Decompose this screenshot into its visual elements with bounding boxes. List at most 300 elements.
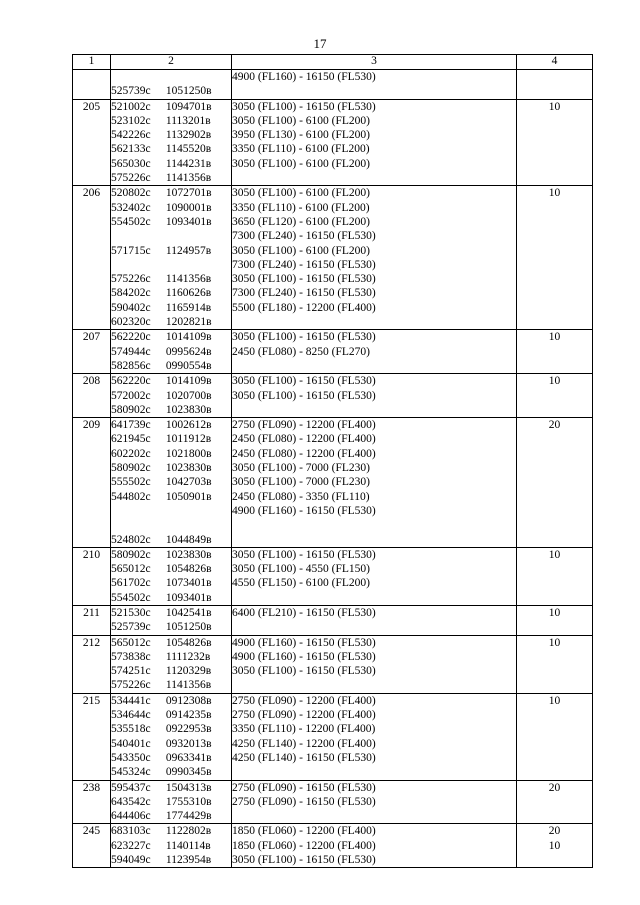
altitude-range: 4900 (FL160) - 16150 (FL530) [232, 71, 376, 83]
latitude: 534644с [111, 709, 151, 722]
altitude-range: 3050 (FL100) - 16150 (FL530) [232, 375, 376, 388]
coordinate-line [111, 389, 231, 403]
altitude-range: 3350 (FL110) - 12200 (FL400) [232, 723, 376, 736]
coordinate-line [111, 330, 231, 344]
header-col-2: 2 [111, 55, 232, 70]
table-row [73, 418, 593, 548]
latitude: 565030с [111, 157, 151, 170]
altitude-range: 2750 (FL090) - 16150 (FL530) [232, 781, 376, 794]
category-cell [517, 780, 593, 824]
coordinate-line [111, 418, 231, 432]
coordinate-line [111, 722, 231, 736]
category-value: 10 [548, 548, 561, 561]
category-cell [517, 186, 593, 330]
header-col-3: 3 [232, 55, 517, 70]
coordinate-cell [111, 99, 232, 186]
longitude: 1111232в [165, 650, 211, 663]
row-number-text: 212 [82, 636, 101, 649]
latitude: 571715с [111, 244, 151, 257]
category-value: 10 [548, 839, 561, 852]
altitude-range: 5500 (FL180) - 12200 (FL400) [232, 301, 376, 314]
altitude-range [232, 809, 516, 823]
category-cell [517, 330, 593, 374]
latitude: 595437с [111, 781, 151, 794]
row-number-text: 210 [82, 548, 101, 561]
longitude: 1141356в [165, 273, 212, 286]
row-number-text: 209 [82, 419, 101, 432]
category-cell [517, 547, 593, 605]
latitude: 540401с [111, 737, 151, 750]
coordinate-line [111, 518, 231, 532]
altitude-cell [232, 547, 517, 605]
coordinate-line [111, 374, 231, 388]
row-number [73, 780, 111, 824]
table-row [73, 635, 593, 693]
table-row [73, 99, 593, 186]
latitude: 565012с [111, 563, 151, 576]
coordinate-line [111, 258, 231, 272]
longitude: 1144231в [165, 157, 212, 170]
altitude-range: 2750 (FL090) - 16150 (FL530) [232, 795, 376, 808]
altitude-cell [232, 824, 517, 868]
row-number-text: 238 [82, 781, 101, 794]
category-value [517, 70, 592, 84]
altitude-range [232, 403, 516, 417]
category-value: 20 [548, 419, 561, 432]
row-number [73, 605, 111, 635]
longitude: 1020700в [165, 389, 212, 402]
page-number: 17 [313, 36, 327, 51]
coordinate-line [111, 229, 231, 243]
longitude: 1014109в [165, 375, 212, 388]
row-number [73, 824, 111, 868]
longitude: 1014109в [165, 331, 212, 344]
altitude-range [232, 678, 516, 692]
airspace-table [72, 54, 593, 868]
longitude: 1042703в [165, 476, 212, 489]
longitude: 1011912в [165, 433, 212, 446]
latitude: 542226с [111, 129, 151, 142]
category-value: 10 [548, 606, 561, 619]
coordinate-line [111, 215, 231, 229]
table-row [73, 186, 593, 330]
altitude-range: 2450 (FL080) - 3350 (FL110) [232, 490, 370, 503]
coordinate-line [111, 100, 231, 114]
altitude-range [232, 84, 516, 98]
longitude: 1072701в [165, 187, 212, 200]
table-row [73, 70, 593, 100]
altitude-cell [232, 330, 517, 374]
coordinate-line [111, 694, 231, 708]
row-number [73, 693, 111, 780]
latitude: 561702с [111, 577, 151, 590]
latitude: 543350с [111, 751, 151, 764]
coordinate-line [111, 301, 231, 315]
altitude-range: 3050 (FL100) - 16150 (FL530) [232, 389, 376, 402]
latitude: 562220с [111, 375, 151, 388]
altitude-range [232, 359, 516, 373]
coordinate-line [111, 620, 231, 634]
latitude: 532402с [111, 201, 151, 214]
latitude: 525739с [111, 85, 151, 98]
category-cell [517, 418, 593, 548]
category-value: 10 [548, 331, 561, 344]
longitude: 0995624в [165, 345, 212, 358]
coordinate-line [111, 664, 231, 678]
altitude-range [232, 620, 516, 634]
header-col-4: 4 [517, 55, 593, 70]
altitude-range [232, 315, 516, 329]
table-body [73, 70, 593, 868]
latitude: 575226с [111, 172, 151, 185]
longitude: 1050901в [165, 490, 212, 503]
altitude-range [232, 765, 516, 779]
table-header-row [73, 55, 593, 70]
altitude-range: 4550 (FL150) - 6100 (FL200) [232, 577, 370, 590]
altitude-range: 2750 (FL090) - 12200 (FL400) [232, 419, 376, 432]
coordinate-line [111, 244, 231, 258]
altitude-range: 1850 (FL060) - 12200 (FL400) [232, 825, 376, 838]
coordinate-cell [111, 547, 232, 605]
coordinate-line [111, 157, 231, 171]
longitude: 1145520в [165, 143, 212, 156]
altitude-cell [232, 186, 517, 330]
longitude: 1042541в [165, 606, 212, 619]
coordinate-line [111, 315, 231, 329]
latitude: 621945с [111, 433, 151, 446]
altitude-range: 3050 (FL100) - 6100 (FL200) [232, 244, 370, 257]
coordinate-cell [111, 418, 232, 548]
table-row [73, 605, 593, 635]
latitude: 554502с [111, 215, 151, 228]
latitude: 641739с [111, 419, 151, 432]
coordinate-line [111, 591, 231, 605]
latitude: 554502с [111, 591, 151, 604]
longitude: 1023830в [165, 548, 212, 561]
altitude-range: 7300 (FL240) - 16150 (FL530) [232, 287, 376, 300]
altitude-range: 3350 (FL110) - 6100 (FL200) [232, 143, 370, 156]
coordinate-line [111, 504, 231, 518]
row-number [73, 635, 111, 693]
longitude: 0990554в [165, 359, 212, 372]
longitude: 1051250в [165, 85, 212, 98]
altitude-range: 3050 (FL100) - 6100 (FL200) [232, 187, 370, 200]
category-cell [517, 374, 593, 418]
coordinate-line [111, 70, 231, 84]
altitude-range: 3050 (FL100) - 16150 (FL530) [232, 854, 376, 867]
latitude: 521002с [111, 100, 151, 113]
coordinate-line [111, 447, 231, 461]
latitude: 524802с [111, 533, 151, 546]
longitude: 1054826в [165, 636, 212, 649]
longitude: 0990345в [165, 766, 212, 779]
latitude: 575226с [111, 679, 151, 692]
latitude: 520802с [111, 187, 151, 200]
altitude-range: 2450 (FL080) - 8250 (FL270) [232, 345, 370, 358]
coordinate-line [111, 432, 231, 446]
longitude: 1120329в [165, 665, 212, 678]
altitude-range: 4900 (FL160) - 16150 (FL530) [232, 504, 376, 517]
coordinate-line [111, 345, 231, 359]
longitude: 1141356в [165, 172, 212, 185]
coordinate-cell [111, 186, 232, 330]
coordinate-line [111, 461, 231, 475]
row-number-text: 206 [82, 187, 101, 200]
latitude: 555502с [111, 476, 151, 489]
altitude-range: 3050 (FL100) - 7000 (FL230) [232, 462, 370, 475]
longitude: 1124957в [165, 244, 212, 257]
coordinate-cell [111, 824, 232, 868]
altitude-range: 7300 (FL240) - 16150 (FL530) [232, 230, 376, 243]
coordinate-line [111, 186, 231, 200]
altitude-range: 3050 (FL100) - 4550 (FL150) [232, 563, 370, 576]
latitude: 602320с [111, 316, 151, 329]
coordinate-cell [111, 693, 232, 780]
coordinate-line [111, 576, 231, 590]
altitude-cell [232, 70, 517, 100]
longitude: 1755310в [165, 795, 212, 808]
latitude: 643542с [111, 795, 151, 808]
category-value: 10 [548, 187, 561, 200]
longitude: 1113201в [165, 114, 211, 127]
coordinate-line [111, 636, 231, 650]
coordinate-cell [111, 330, 232, 374]
altitude-cell [232, 605, 517, 635]
longitude: 1023830в [165, 403, 212, 416]
row-number [73, 330, 111, 374]
latitude: 574251с [111, 665, 151, 678]
longitude: 1774429в [165, 810, 212, 823]
altitude-range [232, 171, 516, 185]
category-value: 20 [548, 825, 561, 838]
coordinate-line [111, 650, 231, 664]
table-row [73, 374, 593, 418]
coordinate-line [111, 84, 231, 98]
coordinate-line [111, 737, 231, 751]
row-number [73, 99, 111, 186]
altitude-range: 2450 (FL080) - 12200 (FL400) [232, 447, 376, 460]
longitude: 1202821в [165, 316, 212, 329]
altitude-range: 3050 (FL100) - 16150 (FL530) [232, 100, 376, 113]
altitude-range: 3050 (FL100) - 16150 (FL530) [232, 548, 376, 561]
altitude-range: 1850 (FL060) - 12200 (FL400) [232, 839, 376, 852]
longitude: 1094701в [165, 100, 212, 113]
latitude: 683103с [111, 825, 151, 838]
longitude: 1054826в [165, 563, 212, 576]
altitude-range: 7300 (FL240) - 16150 (FL530) [232, 258, 376, 271]
coordinate-line [111, 765, 231, 779]
coordinate-cell [111, 605, 232, 635]
altitude-range: 3050 (FL100) - 16150 (FL530) [232, 665, 376, 678]
table-row [73, 547, 593, 605]
longitude: 1140114в [165, 839, 211, 852]
row-number-text: 205 [82, 100, 101, 113]
latitude: 574944с [111, 345, 151, 358]
altitude-cell [232, 635, 517, 693]
altitude-cell [232, 693, 517, 780]
row-number-text: 211 [83, 606, 100, 619]
table-row [73, 824, 593, 868]
coordinate-line [111, 751, 231, 765]
coordinate-line [111, 809, 231, 823]
latitude: 545324с [111, 766, 151, 779]
longitude: 0932013в [165, 737, 212, 750]
longitude: 1093401в [165, 215, 212, 228]
altitude-range: 2750 (FL090) - 12200 (FL400) [232, 694, 376, 707]
row-number [73, 418, 111, 548]
latitude: 565012с [111, 636, 151, 649]
coordinate-line [111, 201, 231, 215]
altitude-range [232, 518, 516, 532]
category-cell [517, 635, 593, 693]
coordinate-line [111, 781, 231, 795]
longitude: 1023830в [165, 462, 212, 475]
row-number [73, 70, 111, 100]
altitude-range: 4900 (FL160) - 16150 (FL530) [232, 636, 376, 649]
coordinate-line [111, 839, 231, 853]
category-value: 10 [548, 636, 561, 649]
coordinate-line [111, 272, 231, 286]
latitude: 525739с [111, 621, 151, 634]
latitude: 584202с [111, 287, 151, 300]
coordinate-line [111, 562, 231, 576]
coordinate-cell [111, 780, 232, 824]
latitude: 523102с [111, 114, 151, 127]
altitude-cell [232, 780, 517, 824]
coordinate-cell [111, 635, 232, 693]
altitude-range: 3050 (FL100) - 7000 (FL230) [232, 476, 370, 489]
altitude-range: 3050 (FL100) - 6100 (FL200) [232, 157, 370, 170]
row-number-text: 207 [82, 331, 101, 344]
longitude: 1044849в [165, 533, 212, 546]
altitude-range: 3350 (FL110) - 6100 (FL200) [232, 201, 370, 214]
coordinate-line [111, 475, 231, 489]
latitude: 602202с [111, 447, 151, 460]
category-cell [517, 99, 593, 186]
latitude: 582856с [111, 359, 151, 372]
coordinate-line [111, 142, 231, 156]
longitude: 1132902в [165, 129, 212, 142]
latitude: 562220с [111, 331, 151, 344]
row-number [73, 547, 111, 605]
latitude: 594049с [111, 854, 151, 867]
category-cell [517, 605, 593, 635]
coordinate-line [111, 678, 231, 692]
latitude: 573838с [111, 650, 151, 663]
table-row [73, 780, 593, 824]
longitude: 1165914в [165, 301, 212, 314]
longitude: 0914235в [165, 709, 212, 722]
longitude: 0922953в [165, 723, 212, 736]
latitude: 562133с [111, 143, 151, 156]
category-cell [517, 693, 593, 780]
latitude: 580902с [111, 403, 151, 416]
longitude: 1093401в [165, 591, 212, 604]
latitude: 644406с [111, 810, 151, 823]
latitude: 575226с [111, 273, 151, 286]
coordinate-line [111, 853, 231, 867]
coordinate-line [111, 286, 231, 300]
latitude: 521530с [111, 606, 151, 619]
longitude: 1122802в [165, 825, 212, 838]
row-number-text: 208 [82, 375, 101, 388]
category-value: 10 [548, 100, 561, 113]
header-col-1: 1 [73, 55, 111, 70]
coordinate-line [111, 824, 231, 838]
category-value: 20 [548, 781, 561, 794]
longitude: 1504313в [165, 781, 212, 794]
altitude-range: 2750 (FL090) - 12200 (FL400) [232, 709, 376, 722]
coordinate-line [111, 403, 231, 417]
altitude-range [232, 591, 516, 605]
category-cell [517, 70, 593, 100]
coordinate-cell [111, 70, 232, 100]
altitude-range [232, 533, 516, 547]
longitude: 1021800в [165, 447, 212, 460]
coordinate-line [111, 533, 231, 547]
coordinate-line [111, 708, 231, 722]
altitude-range: 3650 (FL120) - 6100 (FL200) [232, 215, 370, 228]
longitude: 0963341в [165, 751, 212, 764]
coordinate-line [111, 114, 231, 128]
altitude-range: 3050 (FL100) - 6100 (FL200) [232, 114, 370, 127]
coordinate-line [111, 548, 231, 562]
row-number-text: 215 [82, 694, 101, 707]
altitude-cell [232, 99, 517, 186]
altitude-range: 2450 (FL080) - 12200 (FL400) [232, 433, 376, 446]
latitude: 623227с [111, 839, 151, 852]
longitude: 1073401в [165, 577, 212, 590]
table-row [73, 330, 593, 374]
coordinate-line [111, 359, 231, 373]
coordinate-cell [111, 374, 232, 418]
altitude-range: 4900 (FL160) - 16150 (FL530) [232, 650, 376, 663]
longitude: 1123954в [165, 854, 212, 867]
altitude-cell [232, 374, 517, 418]
table-row [73, 693, 593, 780]
coordinate-line [111, 128, 231, 142]
longitude: 1090001в [165, 201, 212, 214]
coordinate-line [111, 795, 231, 809]
latitude: 544802с [111, 490, 151, 503]
altitude-range: 3050 (FL100) - 16150 (FL530) [232, 331, 376, 344]
row-number [73, 374, 111, 418]
longitude: 1160626в [165, 287, 212, 300]
longitude: 0912308в [165, 694, 212, 707]
coordinate-line [111, 171, 231, 185]
longitude: 1002612в [165, 419, 212, 432]
altitude-range: 3050 (FL100) - 16150 (FL530) [232, 273, 376, 286]
category-value: 10 [548, 375, 561, 388]
latitude: 534441с [111, 694, 151, 707]
coordinate-line [111, 606, 231, 620]
latitude: 580902с [111, 548, 151, 561]
altitude-range: 4250 (FL140) - 16150 (FL530) [232, 751, 376, 764]
category-cell [517, 824, 593, 868]
row-number-text: 245 [82, 825, 101, 838]
latitude: 535518с [111, 723, 151, 736]
latitude: 580902с [111, 462, 151, 475]
altitude-cell [232, 418, 517, 548]
altitude-range: 4250 (FL140) - 12200 (FL400) [232, 737, 376, 750]
longitude: 1141356в [165, 679, 212, 692]
row-number [73, 186, 111, 330]
altitude-range: 6400 (FL210) - 16150 (FL530) [232, 606, 376, 619]
latitude: 590402с [111, 301, 151, 314]
category-value: 10 [548, 694, 561, 707]
latitude: 572002с [111, 389, 151, 402]
longitude: 1051250в [165, 621, 212, 634]
